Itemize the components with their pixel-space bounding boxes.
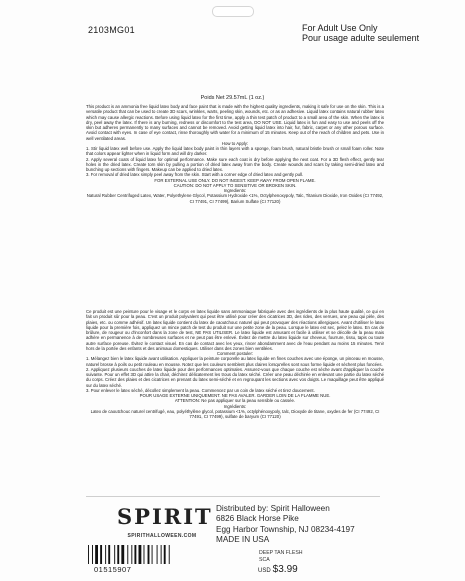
- english-instructions: [86, 104, 384, 204]
- distributor-line-2: 6826 Black Horse Pike: [216, 514, 299, 524]
- shade-name: DEEP TAN FLESH: [259, 550, 303, 556]
- en-warning-caution: CAUTION: DO NOT APPLY TO SENSITIVE OR BROKEN SKIN.: [173, 182, 297, 188]
- fr-intro: Ce produit est une peinture pour le visage et le corps en latex liquide sans ammoniaque fabriquée avec des ingrédients de la plus haute qualité, ce qui en fait un produit sûr pour la peau. C'est un produit polyvalent qui peut être utilisé pour créer des cicatrices 3D, des rides, des verrues, une peau qui pèle, des plaies, etc. ou comme adhésif. Un latex liquide contient du latex de caoutchouc naturel qui peut provoquer des réactions allergiques. Avant d'utiliser le latex liquide pour la première fois, appliquez un mince patch de test du produit sur une petite zone de la peau. Lorsque le latex est sec, pelez le latex. En cas de brûlure, de rougeur ou d'inconfort dans la zone de test, NE PAS UTILISER. Le latex liquide est amusant et facile à utiliser et se décolle de la peau mais adhère en permanence à de nombreuses surfaces et ne peut pas être enlevé. Évitez de mettre du latex liquide sur cheveux, fourrure, tissu, tapis ou toute autre surface poreuse. Évitez le contact visuel. En cas de contact avec les yeux, rincer abondamment avec de l'eau pendant au moins 15 minutes. Tenir hors de la portée des enfants et des animaux domestiques. Utiliser dans des zones bien ventilées.: [86, 309, 384, 351]
- en-intro: This product is an ammonia free liquid latex body and face paint that is made with the highest quality ingredients, making it safe for use on the skin. This is a versatile product that can be used to create 3D scars, wrinkles, warts, peeling skin, wounds, etc. or as an adhesive. Liquid latex contains natural rubber latex which may cause allergic reactions. Before using liquid latex for the first time, apply a thin test patch of product to a small area of the skin. When the latex is dry, peel away the latex. If there is any burning, redness or discomfort to the test area, DO NOT USE. Liquid latex is fun and easy to use and peels off the skin but adheres permanently to many surfaces and cannot be removed. Avoid getting liquid latex into hair, fur, fabric, carpet or any other porous surface. Avoid contact with eyes. In case of eye contact, rinse thoroughly with water for a minimum of 15 minutes. Keep out of the reach of children and pets. Use in well ventilated areas.: [86, 104, 384, 141]
- barcode: [87, 545, 175, 564]
- footer-divider: [86, 496, 380, 497]
- hang-hole: [212, 6, 254, 17]
- shade-label: [259, 550, 303, 563]
- price-currency: USD: [258, 568, 271, 574]
- distributor-line-1: Distributed by: Spirit Halloween: [216, 504, 330, 513]
- age-warning-en: For Adult Use Only: [302, 23, 378, 33]
- fr-how-to-heading: Comment postuler:: [216, 351, 254, 356]
- price-tag: [258, 564, 298, 575]
- en-step-3: 3. For removal of dried latex simply peel away from the skin. Start with a corner edge of dried latex and gently pull.: [86, 172, 304, 178]
- en-step-1: 1. Stir liquid latex well before use. Apply the liquid latex body paint in thin layers with a sponge, foam brush, natural bristle brush or small foam roller. Note that colors appear lighter when in liquid form and will dry darker.: [86, 146, 384, 157]
- fr-warning-caution: ATTENTION: Ne pas appliquer sur la peau sensible ou cassée.: [174, 398, 296, 404]
- en-ingredients-heading: Ingredients:: [223, 188, 247, 193]
- spirit-logo: [117, 502, 213, 544]
- french-instructions: [86, 309, 384, 419]
- age-warning: [302, 23, 419, 43]
- fr-step-3: 3. Pour enlever le latex séché, décollez simplement la peau. Commencez par un coin de latex séché et tirez doucement.: [86, 387, 315, 393]
- net-weight: Poids Net 29.57mL (1 oz.): [200, 95, 265, 101]
- logo-url: SPIRITHALLOWEEN.COM: [127, 533, 197, 539]
- age-warning-fr: Pour usage adulte seulement: [302, 33, 420, 43]
- shade-sub: SCA: [259, 556, 270, 563]
- logo-wordmark: SPIRIT: [117, 504, 213, 529]
- fr-step-2: 2. Appliquez plusieurs couches de latex liquide pour des performances optimales. Assurez-vous que chaque couche est sèche avant d'appliquer la couche suivante. Pour un effet 3D qui attire la chair, déchirez délicatement les trous du latex séché. Créer une peau déchirée en enlevant une partie du latex séché du corps. Créez des plaies et des cicatrices en prenant du latex semi-séché et en regroupant les sections avec vos doigts. Le maquillage peut être appliqué sur du latex séché.: [86, 366, 384, 388]
- en-warning-external: FOR EXTERNAL USE ONLY. DO NOT INGEST. KEEP AWAY FROM OPEN FLAME.: [154, 177, 316, 183]
- en-how-to-heading: How to Apply:: [221, 140, 249, 146]
- en-ingredients: Natural Rubber Centrifuged Latex, Water, Polyethylene Glycol, Potassium Hydroxide <1%, Octylphenoxypoly, Talc, Titanium Dioxide, Iron Oxides (CI 77492, CI 77491, CI 77499), Barium Sulfate (CI 77120): [86, 193, 384, 204]
- fr-ingredients-heading: Ingrédients:: [223, 403, 247, 409]
- sku-number: 01515907: [94, 565, 132, 574]
- fr-warning-external: POUR USAGE EXTERNE UNIQUEMENT. NE PAS AVALER. GARDER LOIN DE LA FLAMME NUE.: [139, 393, 331, 398]
- distributor-line-4: MADE IN USA: [216, 534, 270, 544]
- price-value: $3.99: [272, 564, 298, 575]
- distributor-info: [216, 504, 355, 545]
- fr-ingredients: Latex de caoutchouc naturel centrifugé, eau, polyéthylène glycol, potassium <1%, octylphénoxypoly, talc, Dioxyde de titane, oxydes de fer (CI 77492, CI 77491, CI 77499), sulfate de baryum (CI 77120): [90, 408, 380, 419]
- distributor-line-3: Egg Harbor Township, NJ 08234-4197: [216, 524, 355, 534]
- fr-step-1: 1. Mélangez bien le latex liquide avant utilisation. Appliquer la peinture corporelle au latex liquide en fines couches avec une éponge, un pinceau en mousse, naturel brosse à poils ou petit rouleau en mousse. Notez que les couleurs semblent plus claires lorsqu'elles sont sous forme liquide et sèchent plus foncées.: [86, 356, 384, 367]
- en-step-2: 2. Apply several coats of liquid latex for optimal performance. Make sure each coat is dry before applying the next coat. For a 3D flesh effect, gently tear holes in the dried latex. Create torn skin by pulling a portion of dried latex away from the body. Create wounds and scars by taking semi-dried latex and bunching up sections with fingers. Makeup can be applied to dried latex.: [86, 156, 384, 172]
- product-code: 2103MG01: [88, 25, 135, 35]
